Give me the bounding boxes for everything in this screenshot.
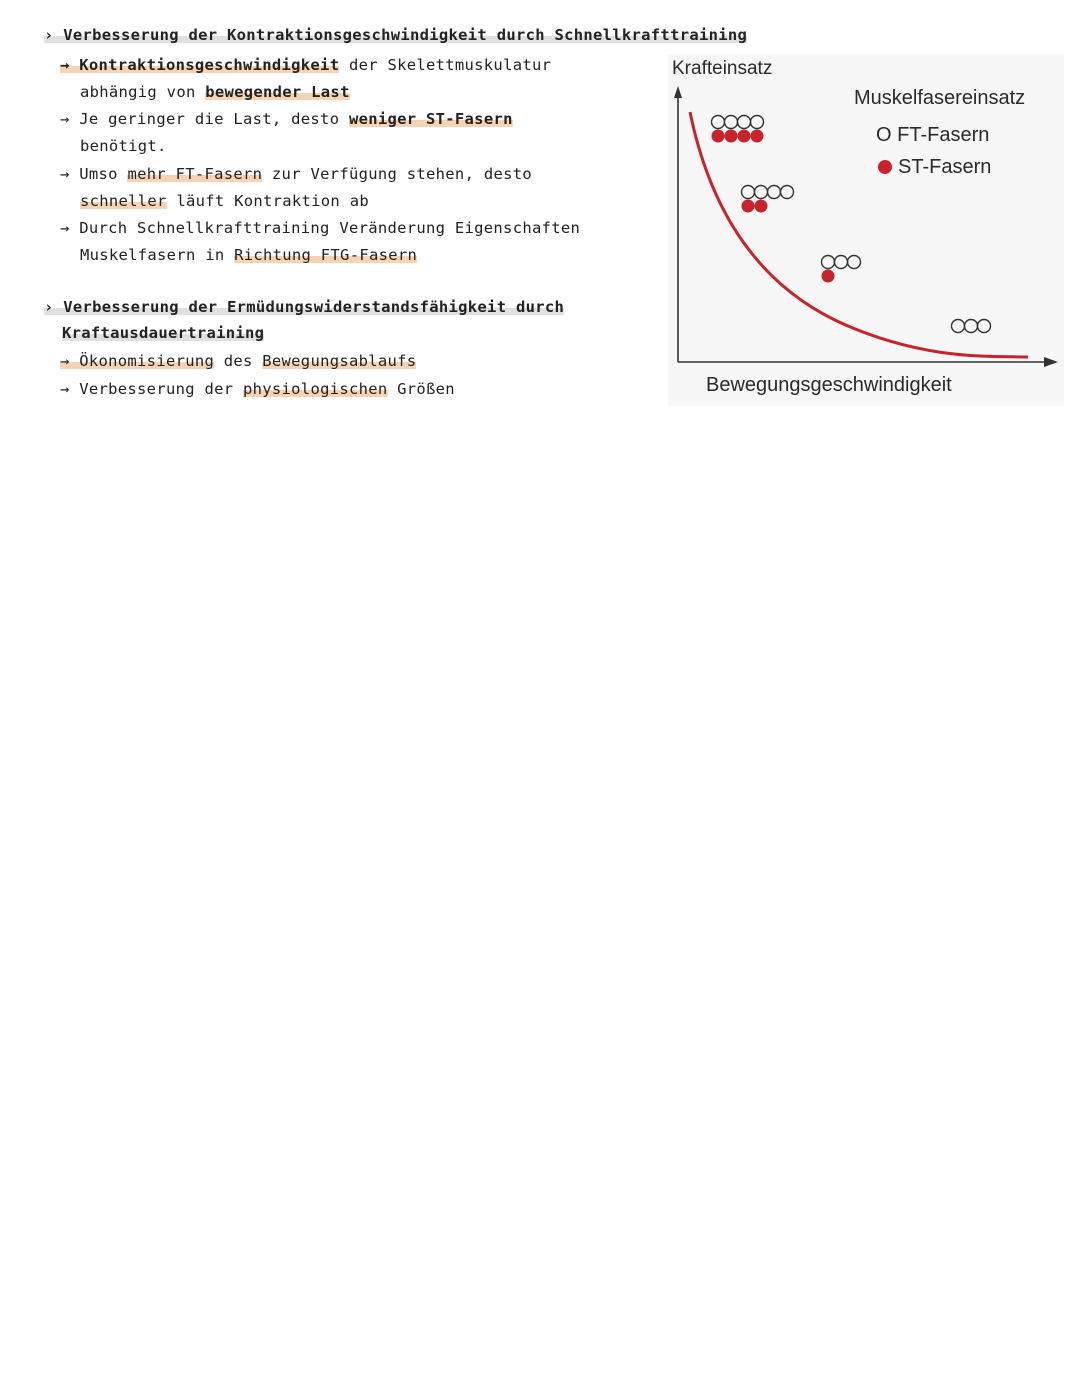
x-axis-label: Bewegungsgeschwindigkeit [706,374,952,396]
y-axis-label: Krafteinsatz [672,58,773,79]
st-fiber-marker [742,200,755,213]
section1-heading: › Verbesserung der Kontraktionsgeschwindigkeit durch Schnellkrafttraining [44,26,748,44]
ft-fiber-marker [755,186,768,199]
ft-fiber-marker [822,256,835,269]
force-velocity-curve [690,112,1028,357]
fiber-recruitment-chart [668,54,1064,406]
ft-fiber-marker [965,320,978,333]
legend-st-dot [878,160,892,174]
note-line-4: benötigt. [80,137,167,155]
legend-title: Muskelfasereinsatz [854,87,1026,109]
ft-fiber-marker [978,320,991,333]
st-fiber-marker [751,130,764,143]
note-line-1: → Kontraktionsgeschwindigkeit der Skelettmuskulatur [60,56,552,74]
section2-heading-line2: Kraftausdauertraining [62,324,265,342]
st-fiber-marker [755,200,768,213]
ft-fiber-marker [781,186,794,199]
note-line-2: abhängig von bewegender Last [80,83,350,101]
ft-fiber-marker [848,256,861,269]
note-line-8: Muskelfasern in Richtung FTG-Fasern [80,246,418,264]
ft-fiber-marker [751,116,764,129]
st-fiber-marker [712,130,725,143]
note-line-3: → Je geringer die Last, desto weniger ST-Fasern [60,110,513,128]
note-line-10: → Verbesserung der physiologischen Größen [60,380,455,398]
legend-st-label: ST-Fasern [878,156,991,179]
y-axis-arrow [674,86,682,98]
note-line-6: schneller läuft Kontraktion ab [80,192,369,210]
ft-fiber-marker [712,116,725,129]
fiber-markers [712,116,991,333]
ft-fiber-marker [742,186,755,199]
ft-fiber-marker [725,116,738,129]
ft-fiber-marker [768,186,781,199]
ft-fiber-marker [835,256,848,269]
note-line-7: → Durch Schnellkrafttraining Veränderung Eigenschaften [60,219,581,237]
st-fiber-marker [822,270,835,283]
ft-fiber-marker [952,320,965,333]
note-line-9: → Ökonomisierung des Bewegungsablaufs [60,352,417,370]
legend-ft-label: O FT-Fasern [876,124,990,146]
x-axis-arrow [1044,357,1058,367]
st-fiber-marker [738,130,751,143]
note-line-5: → Umso mehr FT-Fasern zur Verfügung stehen, desto [60,165,532,183]
section2-heading-line1: › Verbesserung der Ermüdungswiderstandsfähigkeit durch [44,298,565,316]
ft-fiber-marker [738,116,751,129]
st-fiber-marker [725,130,738,143]
